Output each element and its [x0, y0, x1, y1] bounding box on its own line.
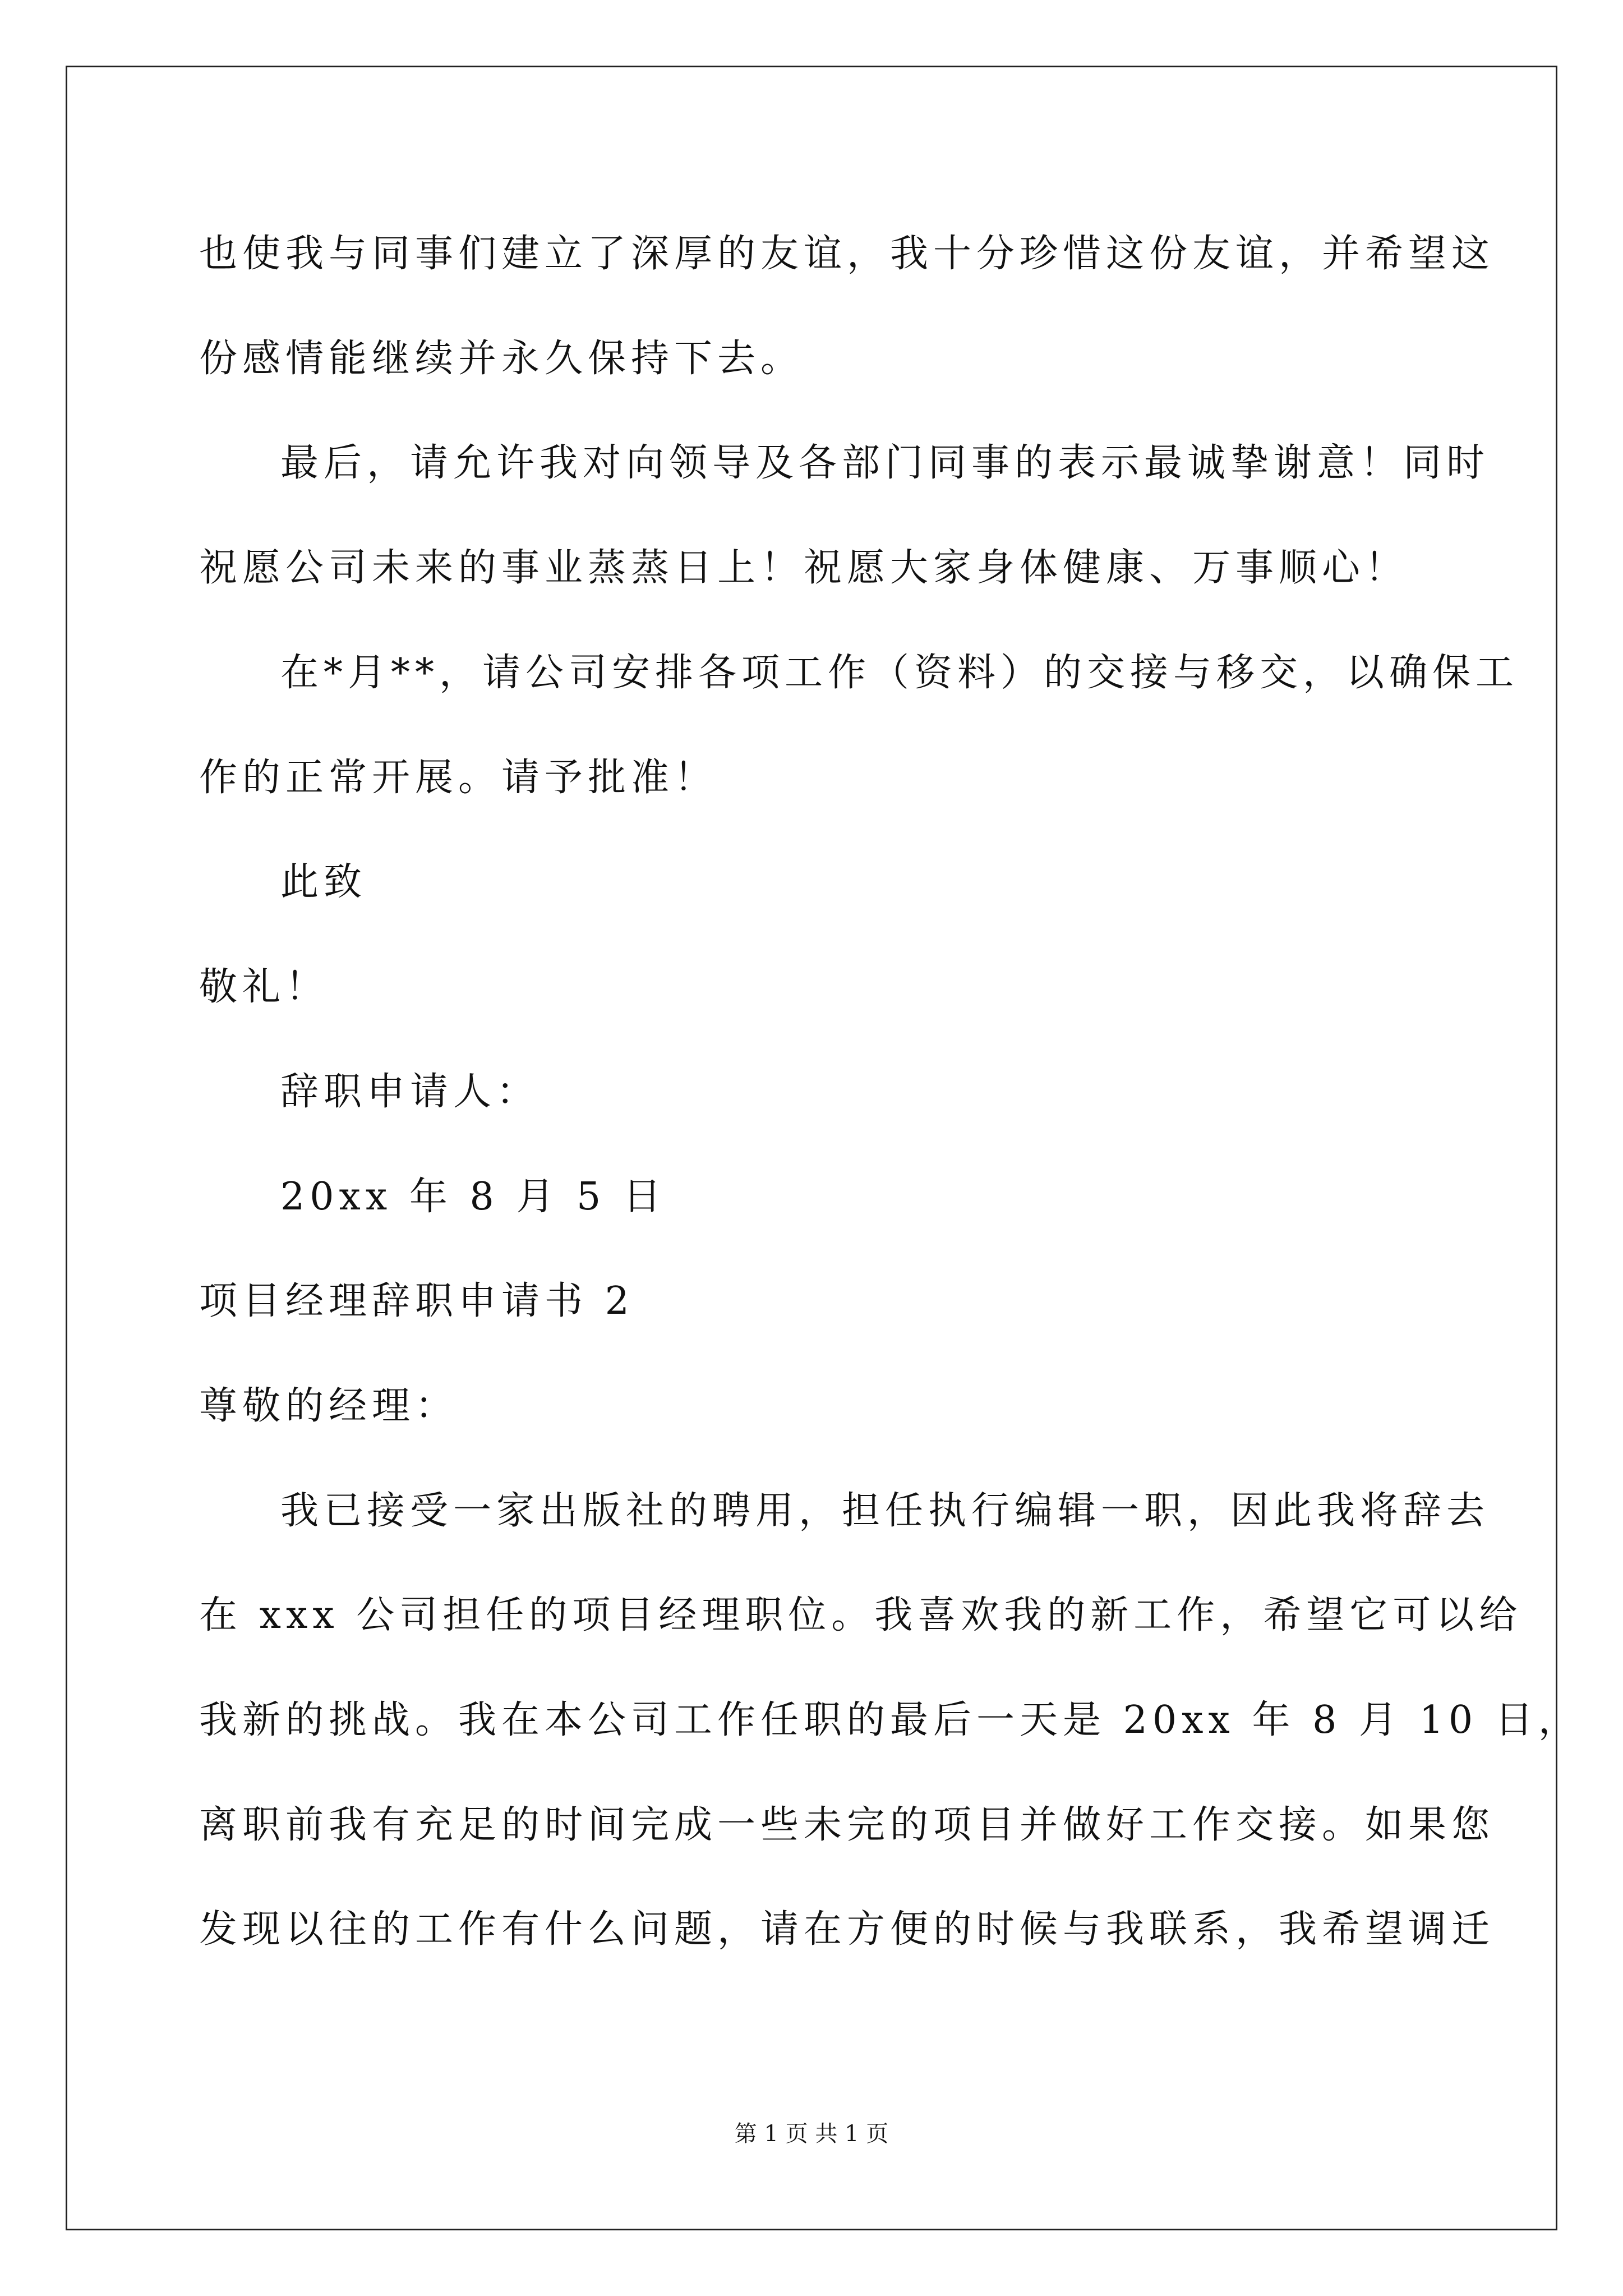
body-line: 祝愿公司未来的事业蒸蒸日上！祝愿大家身体健康、万事顺心！ [199, 546, 1409, 590]
section-title: 项目经理辞职申请书 2 [199, 1279, 634, 1323]
closing-regards: 敬礼！ [199, 965, 329, 1009]
body-line: 也使我与同事们建立了深厚的友谊，我十分珍惜这份友谊，并希望这 [199, 232, 1495, 276]
page-number-footer: 第 1 页 共 1 页 [734, 2121, 889, 2147]
paragraph-start-line: 在*月**，请公司安排各项工作（资料）的交接与移交，以确保工 [280, 651, 1519, 695]
body-line: 我新的挑战。我在本公司工作任职的最后一天是 20xx 年 8 月 10 日， [199, 1698, 1581, 1742]
letter-greeting: 尊敬的经理： [199, 1384, 459, 1428]
body-line: 份感情能继续并永久保持下去。 [199, 337, 804, 381]
paragraph-start-line: 最后，请允许我对向领导及各部门同事的表示最诚挚谢意！同时 [280, 441, 1490, 485]
body-line: 发现以往的工作有什么问题，请在方便的时候与我联系，我希望调迁 [199, 1907, 1495, 1952]
page-border [66, 66, 1557, 2230]
paragraph-start-line: 我已接受一家出版社的聘用，担任执行编辑一职，因此我将辞去 [280, 1489, 1490, 1533]
signature-label: 辞职申请人： [280, 1070, 540, 1114]
body-line: 在 xxx 公司担任的项目经理职位。我喜欢我的新工作，希望它可以给 [199, 1593, 1523, 1637]
signature-date: 20xx 年 8 月 5 日 [280, 1175, 666, 1219]
closing-salutation: 此致 [280, 860, 367, 904]
body-line: 离职前我有充足的时间完成一些未完的项目并做好工作交接。如果您 [199, 1803, 1495, 1847]
body-line: 作的正常开展。请予批准！ [199, 756, 718, 800]
